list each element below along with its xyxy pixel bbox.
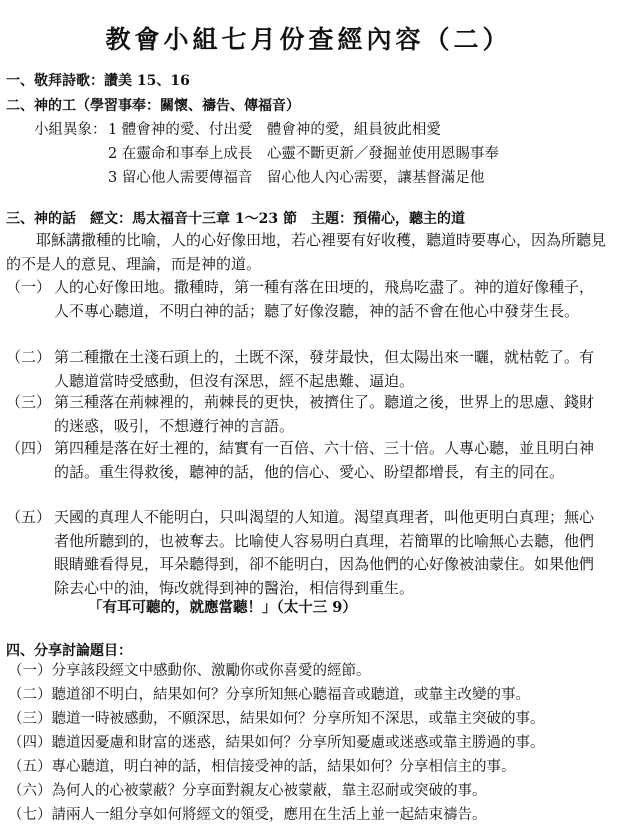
point-3 bbox=[6, 391, 606, 438]
discussion-item-6: （六）為何人的心被蒙蔽？分享面對親友心被蒙蔽，靠主忍耐或突破的事。 bbox=[8, 783, 487, 799]
vision-item-2: 2 在靈命和事奉上成長 心靈不斷更新／發掘並使用恩賜事奉 bbox=[108, 146, 499, 162]
section-gods-work-heading: 二、神的工（學習事奉：關懷、禱告、傳福音） bbox=[6, 98, 300, 114]
discussion-item-7: （七）請兩人一組分享如何將經文的領受，應用在生活上並一起結束禱告。 bbox=[8, 807, 487, 823]
point-text: 第三種落在荊棘裡的，荊棘長的更快，被擠住了。聽道之後，世界上的思慮、錢財的迷惑，吸引，不想遵行神的言語。 bbox=[54, 393, 595, 435]
point-number: （二） bbox=[6, 348, 52, 366]
point-2 bbox=[6, 346, 606, 393]
scripture-quote: 「有耳可聽的，就應當聽！」（太十三 9） bbox=[88, 599, 357, 616]
discussion-item-4: （四）聽道因憂慮和財富的迷惑，結果如何？分享所知憂慮或迷惑或靠主勝過的事。 bbox=[8, 735, 545, 751]
vision-label: 小組異象： bbox=[34, 122, 107, 138]
section-discussion-heading: 四、分享討論題目： bbox=[6, 643, 132, 659]
vision-item-3: 3 留心他人需要傳福音 留心他人內心需要，讓基督滿足他 bbox=[108, 170, 485, 186]
point-5 bbox=[6, 506, 606, 600]
point-text: 第二種撒在土淺石頭上的，土既不深，發芽最快，但太陽出來一曬，就枯乾了。有人聽道當時受感動，但沒有深思，經不起患難、逼迫。 bbox=[54, 348, 595, 390]
intro-paragraph: 耶穌講撒種的比喻，人的心好像田地，若心裡要有好收穫，聽道時要專心，因為所聽見的不是人的意見、理論，而是神的道。 bbox=[6, 231, 607, 273]
point-1 bbox=[6, 276, 606, 323]
point-number: （三） bbox=[6, 393, 52, 411]
point-number: （五） bbox=[6, 508, 52, 526]
vision-item-1: 1 體會神的愛、付出愛 體會神的愛，組員彼此相愛 bbox=[108, 122, 441, 138]
section-worship-songs: 一、敬拜詩歌：讚美 15、16 bbox=[6, 73, 190, 89]
discussion-item-1: （一）分享該段經文中感動你、激勵你或你喜愛的經節。 bbox=[8, 663, 371, 679]
discussion-item-2: （二）聽道卻不明白，結果如何？分享所知無心聽福音或聽道，或靠主改變的事。 bbox=[8, 687, 530, 703]
point-text: 人的心好像田地。撒種時，第一種有落在田埂的，飛鳥吃盡了。神的道好像種子，人不專心聽道，不明白神的話；聽了好像沒聽，神的話不會在他心中發芽生長。 bbox=[54, 278, 595, 320]
discussion-item-5: （五）專心聽道，明白神的話，相信接受神的話，結果如何？分享相信主的事。 bbox=[8, 759, 516, 775]
discussion-item-3: （三）聽道一時被感動，不願深思，結果如何？分享所知不深思，或靠主突破的事。 bbox=[8, 711, 545, 727]
page-title: 教會小組七月份查經內容（二） bbox=[105, 25, 512, 54]
section-gods-word-heading: 三、神的話 經文：馬太福音十三章 1～23 節 主題：預備心，聽主的道 bbox=[6, 211, 465, 227]
point-number: （四） bbox=[6, 439, 52, 457]
point-text: 天國的真理人不能明白，只叫渴望的人知道。渴望真理者，叫他更明白真理；無心者他所聽到的，也被奪去。比喻使人容易明白真理，若簡單的比喻無心去聽，他們眼睛雖看得見，耳朵聽得到，卻不能明白，因為他們的心好像被油蒙住。如果他們除去心中的油，悔改就得到神的醫治，相信得到重生。 bbox=[54, 508, 595, 597]
point-4 bbox=[6, 437, 606, 484]
point-number: （一） bbox=[6, 278, 52, 296]
point-text: 第四種是落在好土裡的，結實有一百倍、六十倍、三十倍。人專心聽，並且明白神的話。重生得救後，聽神的話，他的信心、愛心、盼望都增長，有主的同在。 bbox=[54, 439, 595, 481]
